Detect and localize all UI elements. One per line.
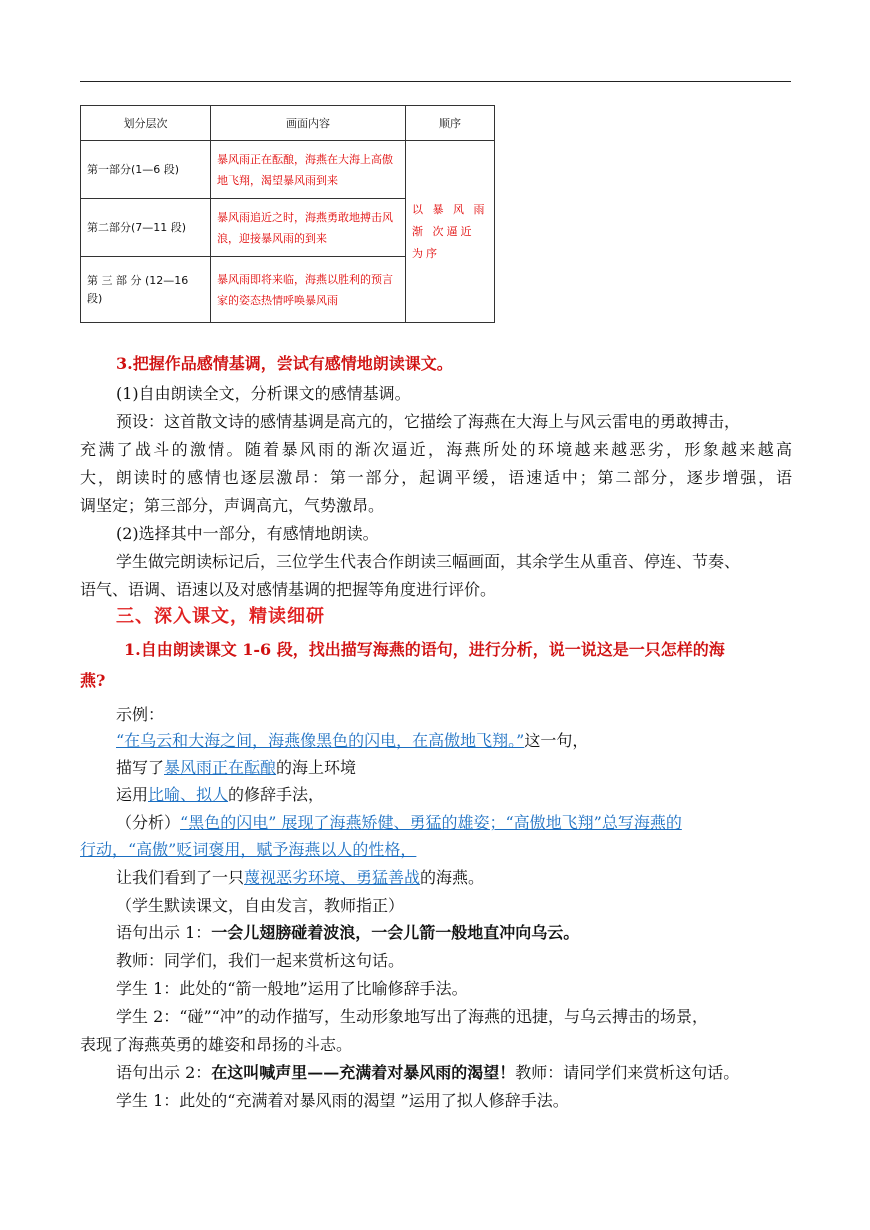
table-header-row [81, 106, 495, 141]
sentence-1-line [116, 919, 579, 946]
table-header: 画面内容 [211, 106, 406, 141]
structure-table [80, 105, 495, 323]
table-cell-part: 第 三 部 分 (12—16 段) [81, 257, 211, 323]
sentence-text: 在这叫喊声里——充满着对暴风雨的渴望！ [211, 1063, 516, 1082]
use-suffix: 的修辞手法， [228, 785, 325, 804]
table-cell-content: 暴风雨追近之时，海燕勇敢地搏击风浪，迎接暴风雨的到来 [211, 199, 406, 257]
see-prefix: 让我们看到了一只 [116, 868, 245, 887]
table-header: 顺序 [406, 106, 495, 141]
table-row [81, 141, 495, 199]
quote-suffix: 这一句， [524, 731, 589, 750]
sentence-label: 语句出示 1： [116, 923, 212, 942]
see-suffix: 的海燕。 [420, 868, 485, 887]
teacher-prompt: 教师：请同学们来赏析这句话。 [515, 1063, 740, 1082]
note-line: （学生默读课文，自由发言，教师指正） [116, 896, 405, 915]
analysis-link[interactable]: 行动，“高傲”贬词褒用，赋予海燕以人的性格， [80, 840, 417, 859]
student-line: 表现了海燕英勇的雄姿和昂扬的斗志。 [80, 1035, 353, 1054]
task-item: (1)自由朗读全文，分析课文的感情基调。 [116, 384, 411, 403]
paragraph-line: 调坚定；第三部分，声调高亢，气势激昂。 [80, 496, 385, 515]
analysis-prefix: （分析） [116, 813, 181, 832]
quote-link[interactable]: “在乌云和大海之间，海燕像黑色的闪电，在高傲地飞翔。” [116, 731, 525, 750]
paragraph-line: 学生做完朗读标记后，三位学生代表合作朗读三幅画面，其余学生从重音、停连、节奏、 [116, 552, 741, 571]
rhetoric-line [116, 781, 324, 808]
table-cell-part: 第一部分(1—6 段) [81, 141, 211, 199]
part-heading: 三、深入课文，精读细研 [116, 606, 325, 627]
section-heading: 3.把握作品感情基调，尝试有感情地朗读课文。 [116, 354, 453, 373]
part-3 [80, 603, 792, 1113]
paragraph-line: 语气、语调、语速以及对感情基调的把握等角度进行评价。 [80, 580, 497, 599]
depict-suffix: 的海上环境 [276, 758, 357, 777]
depict-link[interactable]: 暴风雨正在酝酿 [164, 758, 277, 777]
student-line: 学生 1：此处的“充满着对暴风雨的渴望 ”运用了拟人修辞手法。 [116, 1091, 569, 1110]
paragraph-line: 充满了战斗的激情。随着暴风雨的渐次逼近，海燕所处的环境越来越恶劣，形象越来越高 [80, 440, 792, 459]
example-label: 示例： [116, 705, 165, 724]
paragraph-line: 大，朗读时的感情也逐层激昂：第一部分，起调平缓，语速适中；第二部分，逐步增强，语 [80, 468, 792, 487]
table-cell-content: 暴风雨正在酝酿，海燕在大海上高傲地飞翔，渴望暴风雨到来 [211, 141, 406, 199]
rhetoric-link[interactable]: 比喻、拟人 [148, 785, 229, 804]
analysis-line [80, 836, 416, 863]
conclusion-link[interactable]: 蔑视恶劣环境、勇猛善战 [244, 868, 421, 887]
section-3 [80, 350, 792, 610]
student-line: 学生 1：此处的“箭一般地”运用了比喻修辞手法。 [116, 979, 468, 998]
example-quote-line [116, 727, 588, 754]
sentence-2-line [116, 1059, 739, 1086]
use-prefix: 运用 [116, 785, 149, 804]
conclusion-line [116, 864, 484, 891]
analysis-link[interactable]: “黑色的闪电” 展现了海燕矫健、勇猛的雄姿；“高傲地飞翔”总写海燕的 [180, 813, 682, 832]
table-header: 划分层次 [81, 106, 211, 141]
student-line: 学生 2：“碰”“冲”的动作描写，生动形象地写出了海燕的迅捷，与乌云搏击的场景， [116, 1007, 708, 1026]
task-item: (2)选择其中一部分，有感情地朗读。 [116, 524, 379, 543]
depict-prefix: 描写了 [116, 758, 165, 777]
sentence-label: 语句出示 2： [116, 1063, 212, 1082]
analysis-line [116, 809, 682, 836]
sentence-text: 一会儿翅膀碰着波浪，一会儿箭一般地直冲向乌云。 [211, 923, 580, 942]
question-line: 1.自由朗读课文 1-6 段，找出描写海燕的语句，进行分析，说一说这是一只怎样的海 [124, 640, 725, 659]
table-cell-order: 以 暴 风 雨 渐 次逼近为序 [406, 141, 495, 323]
teacher-line: 教师：同学们，我们一起来赏析这句话。 [116, 951, 405, 970]
table-cell-part: 第二部分(7—11 段) [81, 199, 211, 257]
depict-line [116, 754, 356, 781]
question-line: 燕? [80, 671, 106, 690]
paragraph-line: 预设：这首散文诗的感情基调是高亢的，它描绘了海燕在大海上与风云雷电的勇敢搏击， [116, 412, 741, 431]
table-cell-content: 暴风雨即将来临，海燕以胜利的预言家的姿态热情呼唤暴风雨 [211, 257, 406, 323]
header-rule [80, 81, 791, 82]
